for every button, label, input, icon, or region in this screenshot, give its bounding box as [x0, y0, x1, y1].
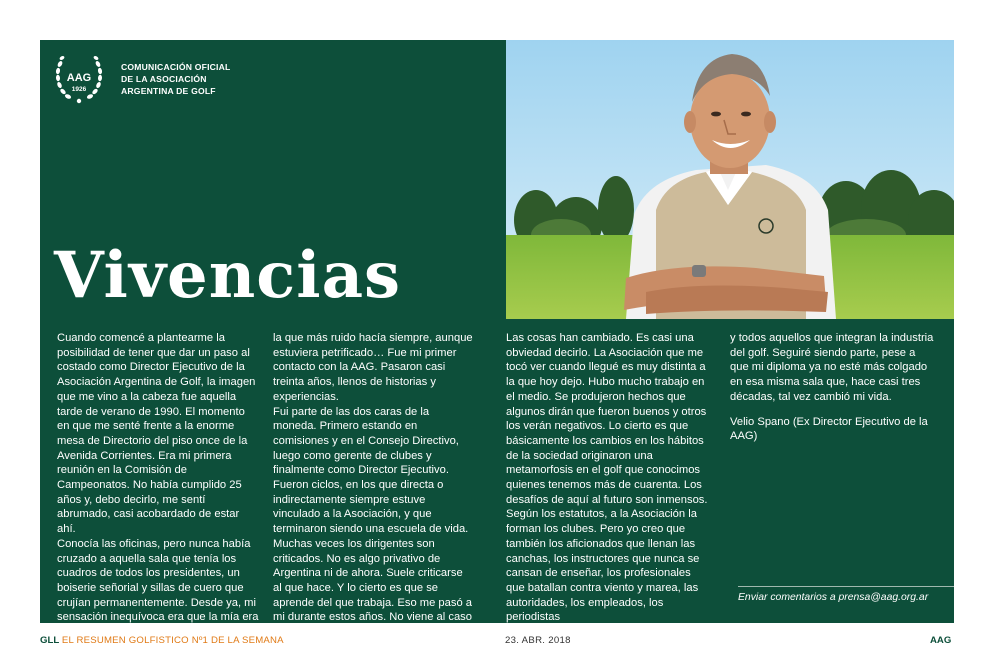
footer-tagline: EL RESUMEN GOLFISTICO Nº1 DE LA SEMANA [61, 635, 284, 646]
logo-year: 1926 [71, 86, 87, 93]
paragraph: la que más ruido hacía siempre, aunque estuviera petrificado… Fue mi primer contacto con la AAG. Pasaron casi treinta años, llenos de historias y experiencias. [273, 332, 473, 403]
aag-laurel-logo-icon [52, 52, 106, 106]
article-column-1 [57, 331, 259, 625]
author-signature: Velio Spano (Ex Director Ejecutivo de la AAG) [730, 415, 928, 443]
logo-text: AAG [66, 72, 92, 84]
article-column-2 [273, 331, 473, 669]
footer-date: 23. ABR. 2018 [505, 635, 571, 646]
footer-brand: GLL [40, 635, 60, 646]
paragraph: Cuando comencé a plantearme la posibilidad de tener que dar un paso al costado como Director Ejecutivo de la Asociación Argentina de Golf, la imagen que me vino a la cabeza fue aquella tarde de verano de 1990. El momento en que me senté frente a la enorme mesa de Directorio del piso once de la Avenida Corrientes. Era mi primera reunión en la Comisión de Campeonatos. No había cumplido 25 años y, debo decirlo, me sentí abrumado, casi acobardado de estar ahí. [57, 332, 256, 536]
article-title: Vivencias [54, 238, 402, 313]
article-column-4 [730, 331, 935, 444]
paragraph: Fui parte de las dos caras de la moneda. Primero estando en comisiones y en el Consejo Directivo, luego como gerente de clubes y finalmente como Director Ejecutivo. [273, 405, 459, 477]
paragraph: Las cosas han cambiado. Es casi una obviedad decirlo. La Asociación que me tocó ver cuando llegué es muy distinta a la que hoy dejo. Hubo mucho trabajo en el medio. Se produjeron hechos que algunos dirán que fueron buenos y otros los verán negativos. Lo cierto es que básicamente los cambios en los hábitos de la sociedad originaron una metamorfosis en el golf que conocimos quienes tenemos más de cuarenta. Los desafíos de aquí al futuro son inmensos. [506, 332, 708, 506]
contact-email-line[interactable]: Enviar comentarios a prensa@aag.org.ar [738, 592, 929, 603]
org-description: COMUNICACIÓN OFICIAL DE LA ASOCIACIÓN ARGENTINA DE GOLF [121, 62, 231, 96]
divider [738, 586, 954, 587]
footer-right-brand: AAG [930, 635, 952, 646]
paragraph: y todos aquellos que integran la industria del golf. Seguiré siendo parte, pese a que mi diploma ya no esté más colgado en esa misma sala que, hace casi tres décadas, tal vez cambió mi vida. [730, 332, 934, 403]
paragraph: Fueron ciclos, en los que directa o indirectamente siempre estuve vinculado a la Asociación, y que terminaron siendo una escuela de vida. Muchas veces los dirigentes son criticados. No es algo privativo de Argentina ni de ahora. Suele criticarse al que hace. Y lo cierto es que se aprende del que trabaja. Eso me pasó a mi durante estos años. No viene al caso nombrar quiénes fueron mis modelos. Les diría que fueron todos, con sus virtudes y sus defectos. [273, 479, 473, 668]
footer-left [40, 634, 284, 648]
paragraph: Según los estatutos, a la Asociación la forman los clubes. Pero yo creo que también los aficionados que llenan las canchas, los instructores que nunca se cansan de enseñar, los profesionales que batallan contra viento y marea, las autoridades, los empleados, los periodistas [506, 508, 700, 624]
paragraph: Conocía las oficinas, pero nunca había cruzado a aquella sala que tenía los cuadros de todos los presidentes, un boiserie señorial y sillas de cuero que crujían permanentemente. Desde ya, mi sensación inequívoca era que la mía era [57, 537, 259, 624]
portrait-photo [506, 40, 954, 319]
article-column-3 [506, 331, 711, 625]
